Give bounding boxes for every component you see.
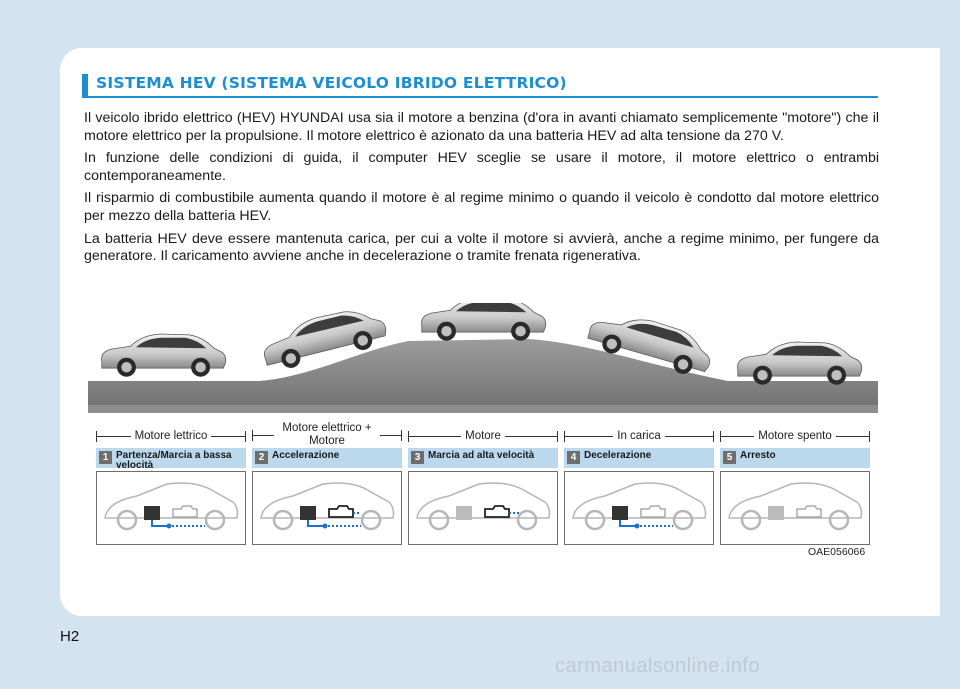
car-5-icon	[738, 342, 862, 385]
panel-3	[408, 448, 558, 544]
driving-cycle-illustration	[88, 303, 878, 413]
paragraph: In funzione delle condizioni di guida, il computer HEV sceglie se usare il motore, il motore elettrico o entrambi contemporaneamente.	[84, 150, 879, 184]
title-accent-bar	[82, 74, 88, 96]
step-number: 2	[255, 451, 268, 464]
powertrain-diagram-icon	[565, 472, 713, 544]
panel-1	[96, 448, 246, 544]
title-underline	[82, 96, 878, 98]
panel-label: Accelerazione	[272, 450, 340, 461]
panel-label: Marcia ad alta velocità	[428, 450, 535, 461]
page-number: H2	[60, 628, 80, 645]
step-number: 5	[723, 451, 736, 464]
step-number: 3	[411, 451, 424, 464]
mode-panels	[96, 448, 876, 548]
car-1-icon	[102, 334, 226, 377]
panel-label: Decelerazione	[584, 450, 652, 461]
mode-label-5: Motore spento	[720, 423, 870, 449]
paragraph: La batteria HEV deve essere mantenuta carica, per cui a volte il motore si avvierà, anche a regime minimo, per fungere da generatore. Il caricamento avviene anche in decelerazione o tramite frenata rigenerativa.	[84, 230, 879, 265]
body-text	[84, 110, 879, 271]
mode-label-4: In carica	[564, 423, 714, 449]
step-number: 4	[567, 451, 580, 464]
section-title: SISTEMA HEV (SISTEMA VEICOLO IBRIDO ELETTRICO)	[96, 74, 567, 92]
car-3-icon	[422, 303, 546, 341]
powertrain-diagram-icon	[721, 472, 869, 544]
figure-code: OAE056066	[808, 546, 866, 558]
powertrain-diagram-icon	[409, 472, 557, 544]
mode-labels	[96, 423, 871, 449]
step-number: 1	[99, 451, 112, 464]
powertrain-diagram-icon	[253, 472, 401, 544]
powertrain-diagram-icon	[97, 472, 245, 544]
mode-label-2: Motore elettrico + Motore	[252, 416, 402, 454]
paragraph: Il risparmio di combustibile aumenta quando il motore è al regime minimo o quando il veicolo è condotto dal motore elettrico per mezzo della batteria HEV.	[84, 190, 879, 224]
mode-label-3: Motore	[408, 423, 558, 449]
panel-4	[564, 448, 714, 544]
mode-label-1: Motore lettrico	[96, 423, 246, 449]
panel-2	[252, 448, 402, 544]
paragraph: Il veicolo ibrido elettrico (HEV) HYUNDAI usa sia il motore a benzina (d'ora in avanti chiamato semplicemente "motore") che il motore elettrico per la propulsione. Il motore elettrico è azionato da una batteria HEV ad alta tensione da 270 V.	[84, 110, 879, 144]
manual-page	[60, 48, 940, 616]
panel-label: Partenza/Marcia a bassa velocità	[116, 450, 232, 471]
watermark: carmanualsonline.info	[555, 655, 761, 677]
panel-label: Arresto	[740, 450, 776, 461]
panel-5	[720, 448, 870, 544]
